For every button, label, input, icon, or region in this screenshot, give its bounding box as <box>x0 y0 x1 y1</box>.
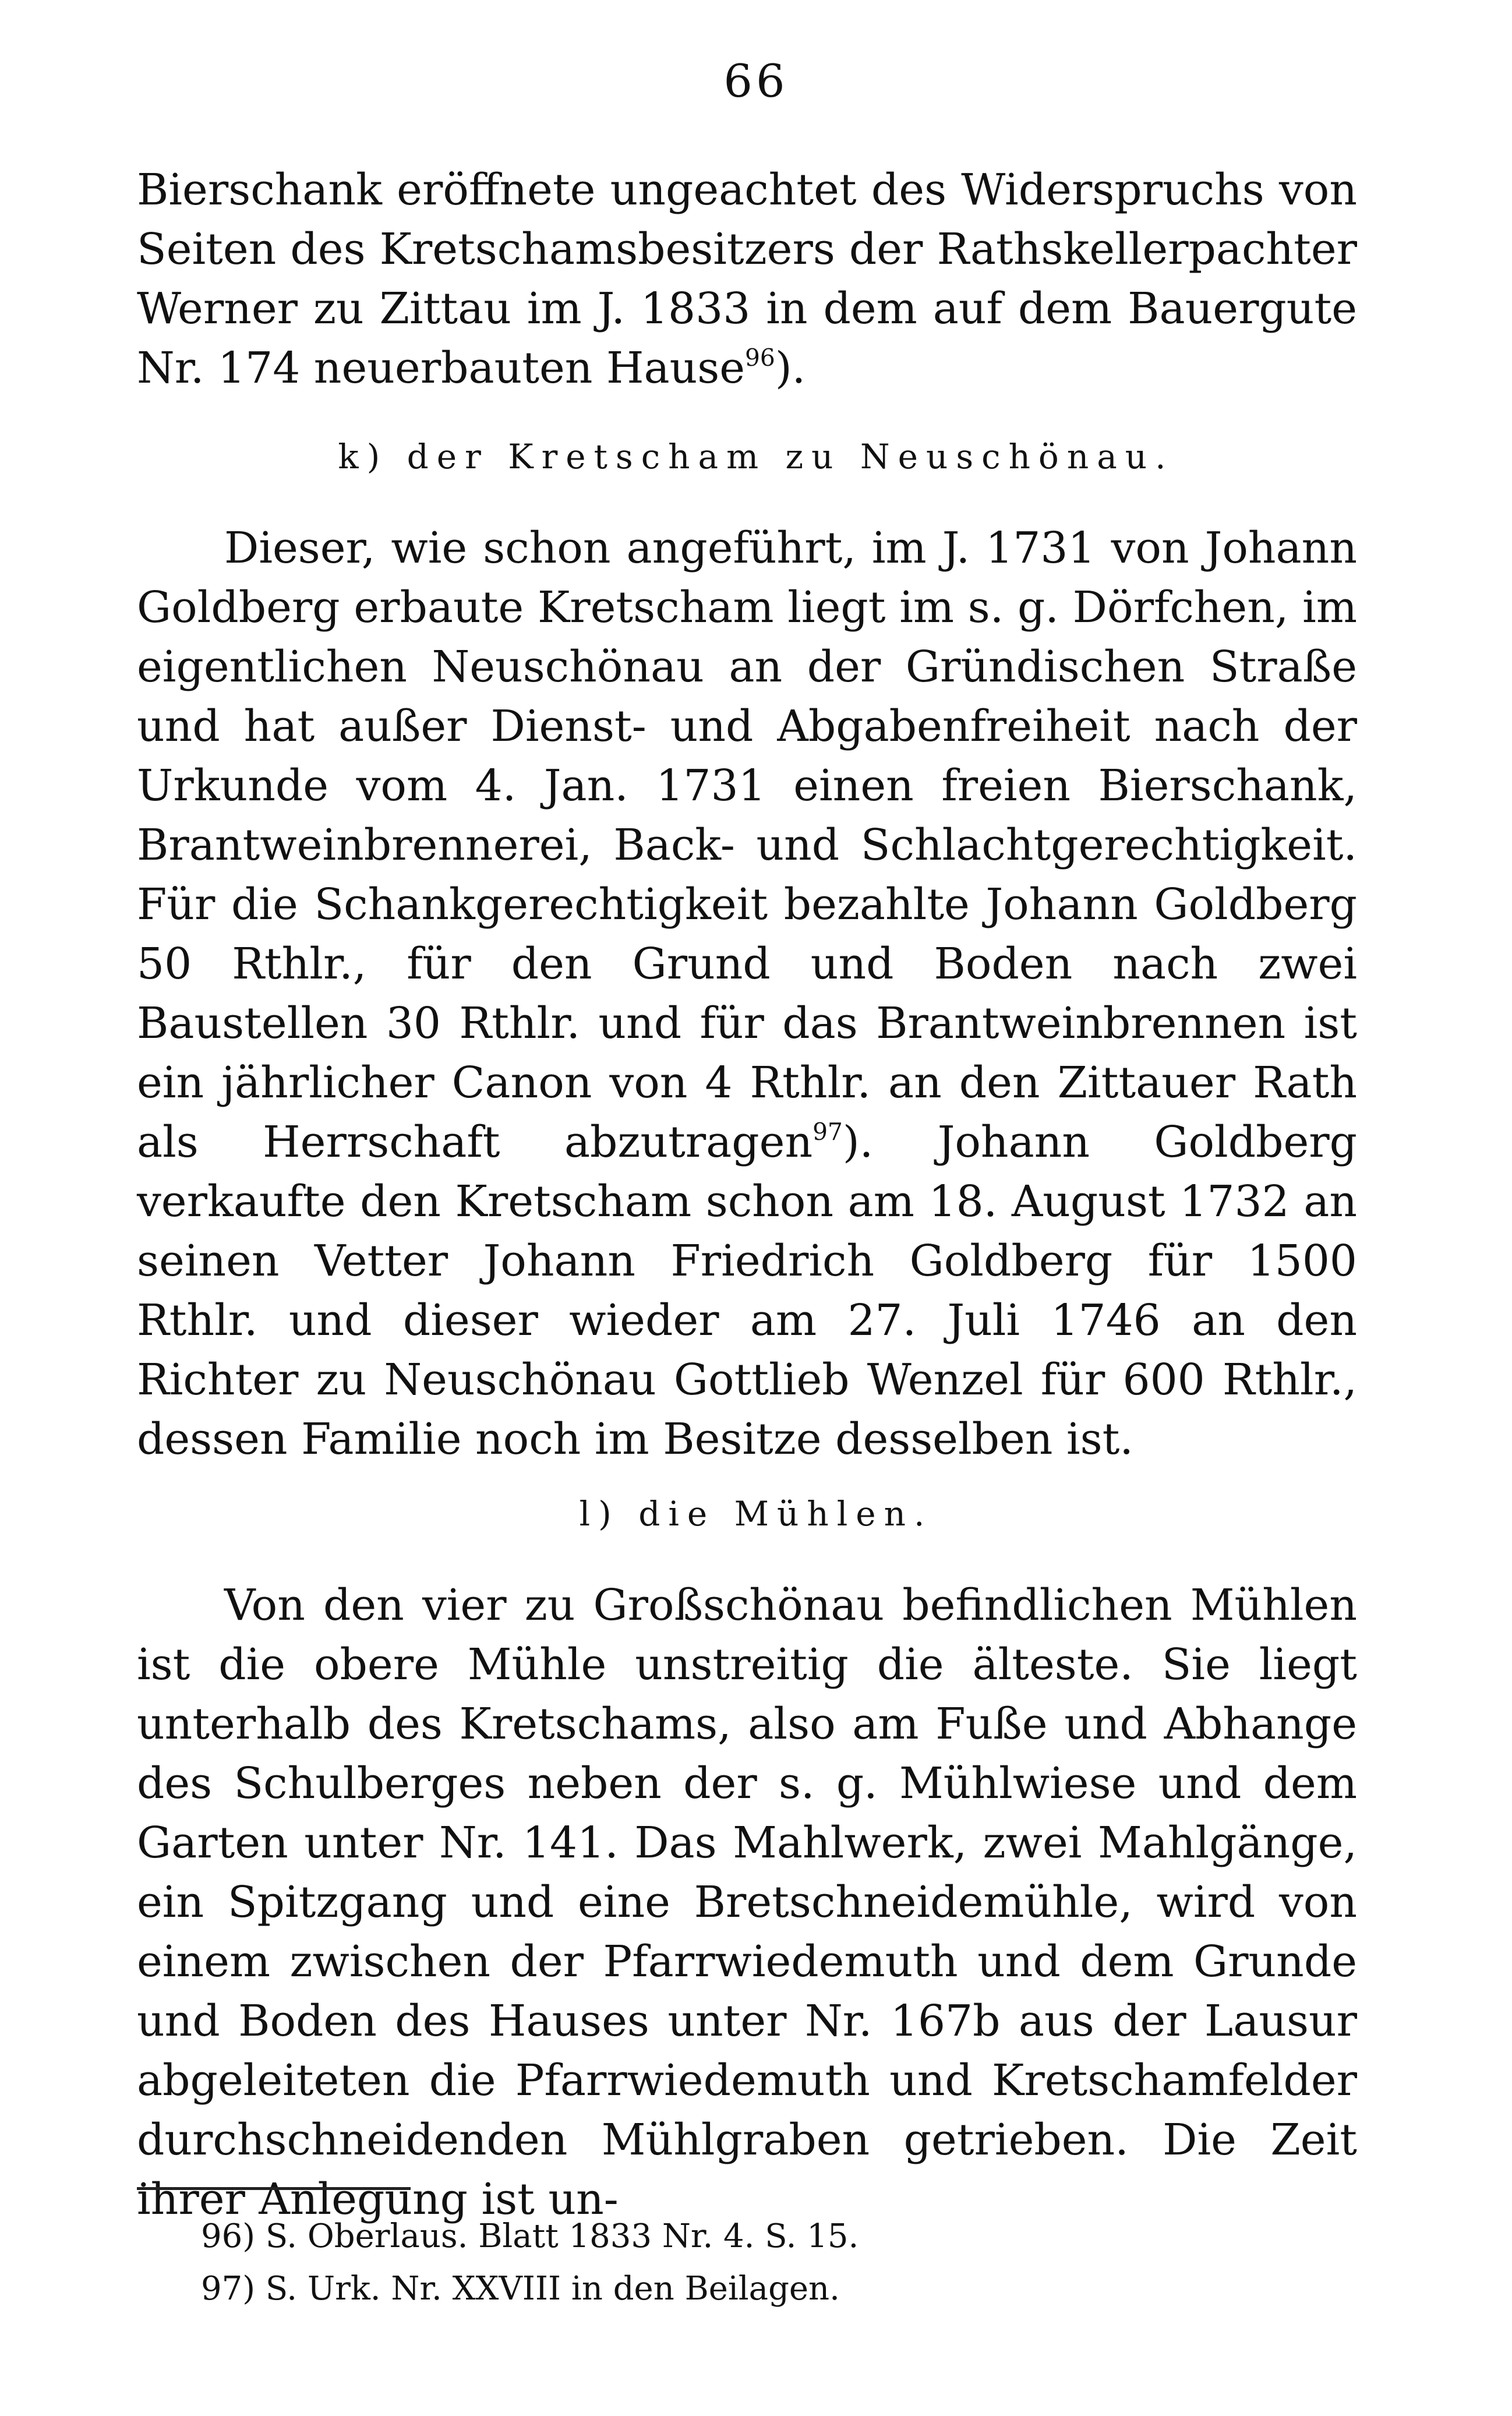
footnote-ref-96: 96 <box>745 344 775 372</box>
section-heading-l: l) die Mühlen. <box>579 1494 933 1534</box>
paragraph-k-text-b: ). Johann Goldberg verkaufte den Kretscham schon am 18. August 1732 an seinen Vetter Johann Friedrich Goldberg für 1500 Rthlr. und dieser wieder am 27. Juli 1746 an den Richter zu Neuschönau Gottlieb Wenzel für 600 Rthlr., dessen Familie noch im Besitze desselben ist. <box>137 1117 1357 1464</box>
footnote-96: 96) S. Oberlaus. Blatt 1833 Nr. 4. S. 15. <box>201 2217 859 2255</box>
footnote-97: 97) S. Urk. Nr. XXVIII in den Beilagen. <box>201 2270 840 2308</box>
footnote-divider <box>137 2187 411 2190</box>
paragraph-1-end: ). <box>775 343 806 393</box>
footnote-ref-97: 97 <box>812 1118 843 1146</box>
paragraph-1-text: Bierschank eröffnete ungeachtet des Widerspruchs von Seiten des Kretschamsbesitzers der Rathskellerpachter Werner zu Zittau im J. 1833 in dem auf dem Bauergute Nr. 174 neuerbauten Hause <box>137 165 1357 393</box>
paragraph-continued <box>137 160 1357 398</box>
section-heading-k: k) der Kretscham zu Neuschönau. <box>338 437 1174 476</box>
paragraph-kretscham <box>137 518 1357 1469</box>
paragraph-muehlen: Von den vier zu Großschönau befindlichen Mühlen ist die obere Mühle unstreitig die älteste. Sie liegt unterhalb des Kretschams, also am Fuße und Abhange des Schulberges neben der s. g. Mühlwiese und dem Garten unter Nr. 141. Das Mahlwerk, zwei Mahlgänge, ein Spitzgang und eine Bretschneidemühle, wird von einem zwischen der Pfarrwiedemuth und dem Grunde und Boden des Hauses unter Nr. 167b aus der Lausur abgeleiteten die Pfarrwiedemuth und Kretschamfelder durchschneidenden Mühlgraben getrieben. Die Zeit ihrer Anlegung ist un- <box>137 1580 1357 2224</box>
paragraph-k-text-a: Dieser, wie schon angeführt, im J. 1731 von Johann Goldberg erbaute Kretscham liegt im s. g. Dörfchen, im eigentlichen Neuschönau an der Gründischen Straße und hat außer Dienst- und Abgabenfreiheit nach der Urkunde vom 4. Jan. 1731 einen freien Bierschank, Brantweinbrennerei, Back- und Schlachtgerechtigkeit. Für die Schankgerechtigkeit bezahlte Johann Goldberg 50 Rthlr., für den Grund und Boden nach zwei Baustellen 30 Rthlr. und für das Brantweinbrennen ist ein jährlicher Canon von 4 Rthlr. an den Zittauer Rath als Herrschaft abzutragen <box>137 523 1357 1167</box>
page-number: 66 <box>723 55 789 108</box>
